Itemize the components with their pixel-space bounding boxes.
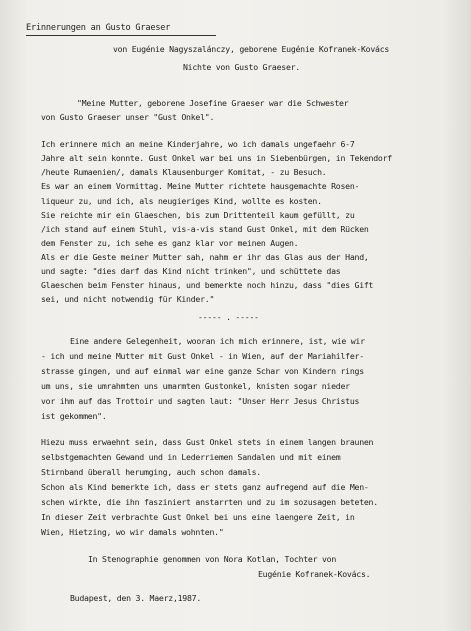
body-line-9: /ich stand auf einem Stuhl, vis-a-vis stand Gust Onkel, mit dem Rücken — [41, 224, 369, 234]
body-line-13: Glaeschen beim Fenster hinaus, und bemerkte noch hinzu, dass "dies Gift — [41, 280, 374, 290]
body-line-8: Sie reichte mir ein Glaeschen, bis zum Drittenteil kaum gefüllt, zu — [41, 210, 355, 220]
closing-stenography: In Stenographie genommen von Nora Kotlan, Tochter von — [88, 554, 337, 564]
section-separator: ----- . ----- — [198, 312, 259, 322]
body-line-26: In dieser Zeit verbrachte Gust Onkel bei uns eine laengere Zeit, in — [41, 512, 355, 522]
body-line-11: Als er die Geste meiner Mutter sah, nahm er ihr das Glas aus der Hand, — [41, 252, 369, 262]
body-line-12: und sagte: "dies darf das Kind nicht trinken", und schüttete das — [41, 266, 341, 276]
body-line-5: /heute Rumaenien/, damals Klausenburger Komitat, - zu Besuch. — [41, 167, 327, 177]
body-line-4: Jahre alt sein konnte. Gust Onkel war bei uns in Siebenbürgen, in Tekendorf — [41, 153, 392, 163]
body-line-19: vor ihm auf das Trottoir und sagten laut: "Unser Herr Jesus Christus — [41, 396, 360, 406]
body-line-2: von Gusto Graeser unser "Gust Onkel". — [41, 112, 215, 122]
document-title-block — [26, 23, 170, 33]
body-line-21: Hiezu muss erwaehnt sein, dass Gust Onkel stets in einem langen braunen — [41, 437, 374, 447]
body-line-17: strasse gingen, und auf einmal war eine ganze Schar von Kindern rings — [41, 366, 364, 376]
closing-signatory: Eugénie Kofranek-Kovács. — [258, 569, 371, 579]
body-line-18: um uns, sie umrahmten uns umarmten Gustonkel, knisten sogar nieder — [41, 381, 350, 391]
body-line-24: Schon als Kind bemerkte ich, dass er stets ganz aufregend auf die Men- — [41, 482, 369, 492]
byline-relation: Nichte von Gusto Graeser. — [183, 62, 300, 72]
body-line-23: Stirnband überall herumging, auch schon damals. — [41, 467, 261, 477]
body-line-22: selbstgemachten Gewand und in Lederriemen Sandalen und mit einem — [41, 452, 341, 462]
body-line-20: ist gekommen". — [41, 411, 107, 421]
body-line-10: dem Fenster zu, ich sehe es ganz klar vor meinen Augen. — [41, 238, 299, 248]
closing-place-date: Budapest, den 3. Maerz,1987. — [70, 593, 202, 603]
body-line-14: sei, und nicht notwendig für Kinder." — [41, 294, 215, 304]
body-line-3: Ich erinnere mich an meine Kinderjahre, wo ich damals ungefaehr 6-7 — [41, 139, 355, 149]
body-line-7: liqueur zu, und ich, als neugieriges Kind, wollte es kosten. — [41, 196, 322, 206]
body-line-27: Wien, Hietzing, wo wir damals wohnten." — [41, 527, 224, 537]
body-line-15: Eine andere Gelegenheit, wooran ich mich erinnere, ist, wie wir — [70, 336, 365, 346]
byline-author: von Eugénie Nagyszalánczy, geborene Eugénie Kofranek-Kovács — [113, 44, 390, 54]
body-line-25: schen wirkte, die ihn fasziniert anstarrten und zu im sozusagen beteten. — [41, 497, 378, 507]
body-line-16: - ich und meine Mutter mit Gust Onkel - in Wien, auf der Mariahilfer- — [41, 351, 364, 361]
document-title: Erinnerungen an Gusto Graeser — [26, 23, 171, 33]
title-underline — [26, 35, 216, 36]
body-line-1: "Meine Mutter, geborene Josefine Graeser war die Schwester — [77, 98, 349, 108]
body-line-6: Es war an einem Vormittag. Meine Mutter richtete hausgemachte Rosen- — [41, 181, 360, 191]
